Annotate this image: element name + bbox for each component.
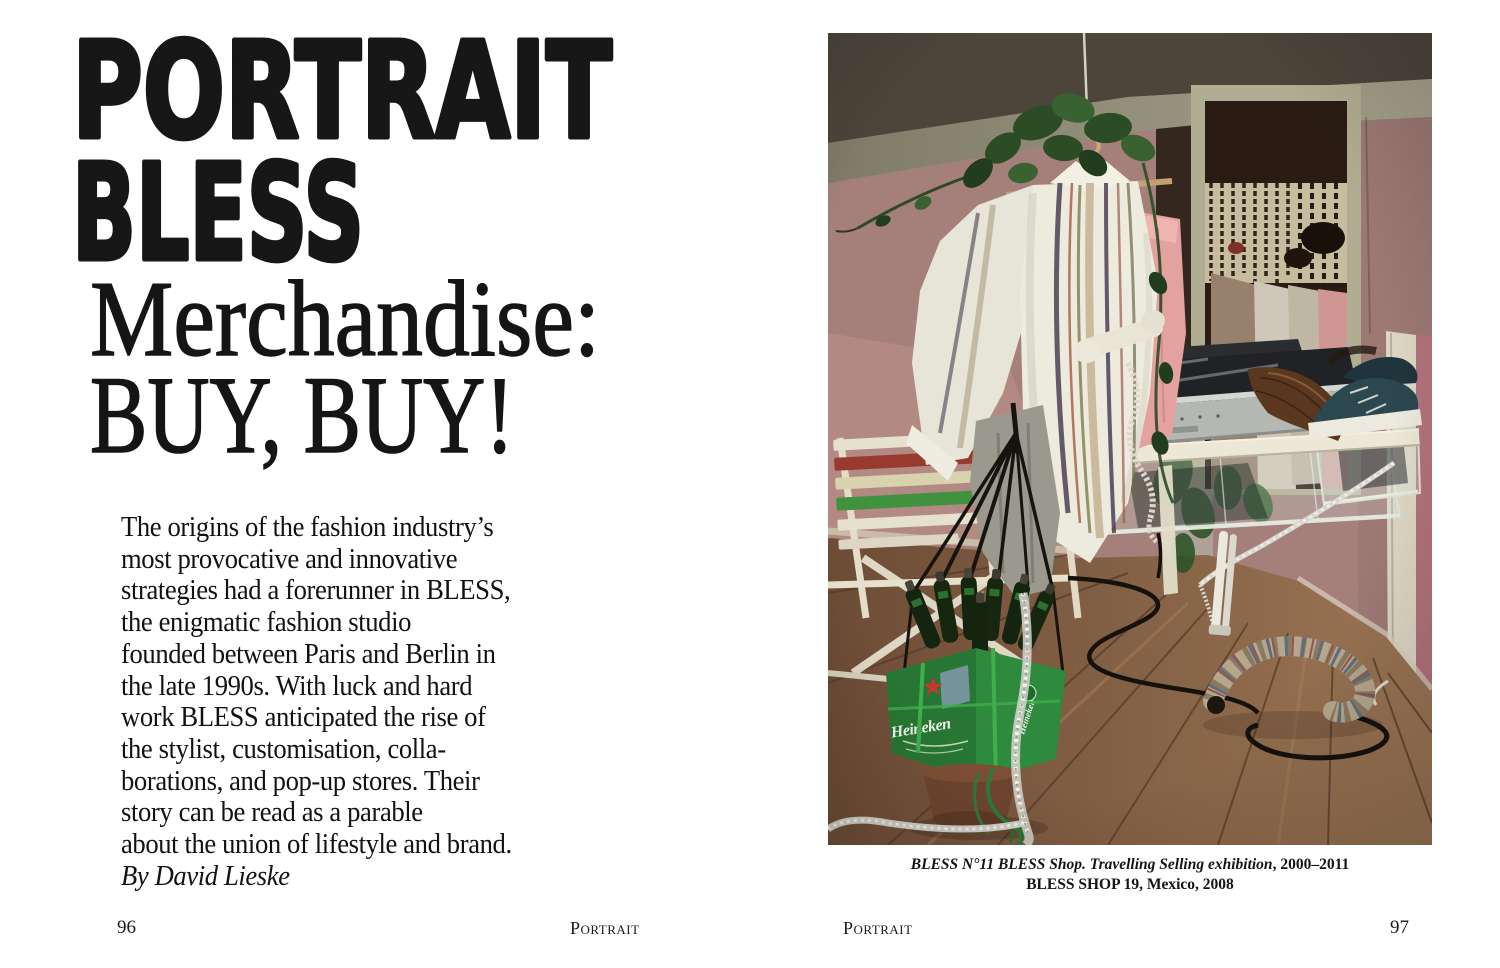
intro-paragraph-lines <box>121 512 596 861</box>
body-line: founded between Paris and Berlin in <box>121 638 496 670</box>
body-line: most provocative and innovative <box>121 543 458 575</box>
body-line: the enigmatic fashion studio <box>121 607 412 639</box>
exhibition-photo <box>828 33 1432 845</box>
page-number-left: 96 <box>117 917 136 938</box>
body-line: about the union of lifestyle and brand. <box>121 829 512 861</box>
subhead-line2: BUY, BUY! <box>90 354 514 476</box>
body-line: the late 1990s. With luck and hard <box>121 670 473 702</box>
body-line: The origins of the fashion industry’s <box>121 512 494 543</box>
caption-line1 <box>828 855 1432 875</box>
body-line: story can be read as a parable <box>121 797 423 829</box>
body-line: borations, and pop-up stores. Their <box>121 765 480 797</box>
running-footer-right: Portrait <box>843 918 913 938</box>
page-number-right: 97 <box>1390 917 1409 938</box>
photo-caption <box>828 855 1432 894</box>
intro-paragraph <box>121 512 596 892</box>
photo-vignette <box>828 33 1432 845</box>
body-line: strategies had a forerunner in BLESS, <box>121 575 511 607</box>
subhead-line1: Merchandise: <box>90 260 600 379</box>
headline-block <box>0 0 750 480</box>
headline-line2: BLESS <box>72 137 364 291</box>
headline-line1: PORTRAIT <box>72 15 613 169</box>
body-line: work BLESS anticipated the rise of <box>121 702 486 734</box>
body-line: the stylist, customisation, colla- <box>121 733 446 765</box>
running-footer-left: Portrait <box>570 918 640 938</box>
caption-title: BLESS N°11 BLESS Shop. Travelling Selling exhibition <box>910 856 1273 873</box>
caption-line2: BLESS SHOP 19, Mexico, 2008 <box>1026 875 1234 893</box>
byline: By David Lieske <box>121 860 290 892</box>
caption-dates: , 2000–2011 <box>1272 856 1350 873</box>
